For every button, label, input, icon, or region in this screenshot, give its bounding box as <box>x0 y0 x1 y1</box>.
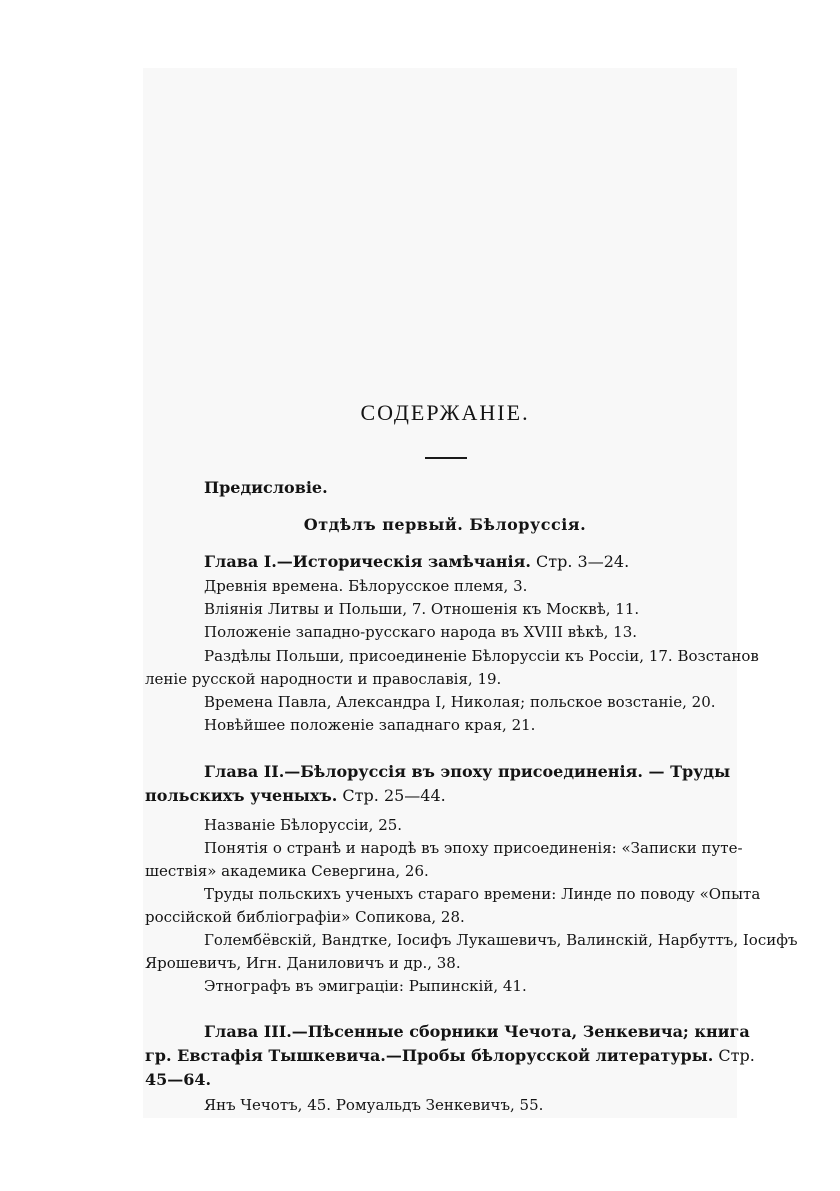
chapter-2-line: Названіе Бѣлоруссіи, 25. <box>204 816 403 834</box>
chapter-1-line: Раздѣлы Польши, присоединеніе Бѣлоруссіи къ Россіи, 17. Возстанов <box>204 647 759 665</box>
chapter-1-heading-title: Глава I.—Историческія замѣчанія. <box>204 552 531 571</box>
title-divider <box>425 457 467 459</box>
chapter-1-line: Древнія времена. Бѣлорусское племя, 3. <box>204 577 528 595</box>
chapter-2-heading-title: польскихъ ученыхъ. <box>145 786 338 805</box>
chapter-3-heading-pages: Стр. <box>713 1046 755 1065</box>
chapter-2-line: шествія» академика Севергина, 26. <box>145 862 429 880</box>
chapter-1-line: леніе русской народности и православія, 19. <box>145 670 502 688</box>
preface-entry: Предисловіе. <box>204 478 328 497</box>
chapter-3-line: Янъ Чечотъ, 45. Ромуальдъ Зенкевичъ, 55. <box>204 1096 544 1114</box>
chapter-2-heading-pages: Стр. 25—44. <box>337 786 446 805</box>
chapter-2-line: Ярошевичъ, Игн. Даниловичъ и др., 38. <box>145 954 461 972</box>
chapter-1-heading-pages: Стр. 3—24. <box>530 552 630 571</box>
chapter-2-line: Понятія о странѣ и народѣ въ эпоху присоединенія: «Записки путе- <box>204 839 743 857</box>
chapter-2-heading-cont <box>145 785 446 807</box>
chapter-1-line: Новѣйшее положеніе западнаго края, 21. <box>204 716 536 734</box>
chapter-1-heading <box>204 551 629 573</box>
chapter-3-heading-title: гр. Евстафія Тышкевича.—Пробы бѣлорусской литературы. <box>145 1046 714 1065</box>
chapter-1-line: Времена Павла, Александра I, Николая; польское возстаніе, 20. <box>204 693 716 711</box>
chapter-1-line: Положеніе западно-русскаго народа въ XVIII вѣкѣ, 13. <box>204 623 638 641</box>
chapter-3-heading-cont <box>145 1045 755 1067</box>
chapter-2-heading: Глава II.—Бѣлоруссія въ эпоху присоединенія. — Труды <box>204 762 731 781</box>
chapter-1-line: Вліянія Литвы и Польши, 7. Отношенія къ Москвѣ, 11. <box>204 600 640 618</box>
page-title: СОДЕРЖАНІЕ. <box>360 400 530 425</box>
section-heading: Отдѣлъ первый. Бѣлоруссія. <box>303 515 587 534</box>
chapter-3-heading: Глава III.—Пѣсенные сборники Чечота, Зенкевича; книга <box>204 1022 750 1041</box>
chapter-2-line: Голембёвскій, Вандтке, Іосифъ Лукашевичъ, Валинскій, Нарбуттъ, Іосифъ <box>204 931 798 949</box>
chapter-2-line: Этнографъ въ эмиграціи: Рыпинскій, 41. <box>204 977 527 995</box>
chapter-3-heading-pages-end: 45—64. <box>145 1070 212 1089</box>
chapter-2-line: россійской библіографіи» Сопикова, 28. <box>145 908 465 926</box>
chapter-2-line: Труды польскихъ ученыхъ стараго времени: Линде по поводу «Опыта <box>204 885 761 903</box>
